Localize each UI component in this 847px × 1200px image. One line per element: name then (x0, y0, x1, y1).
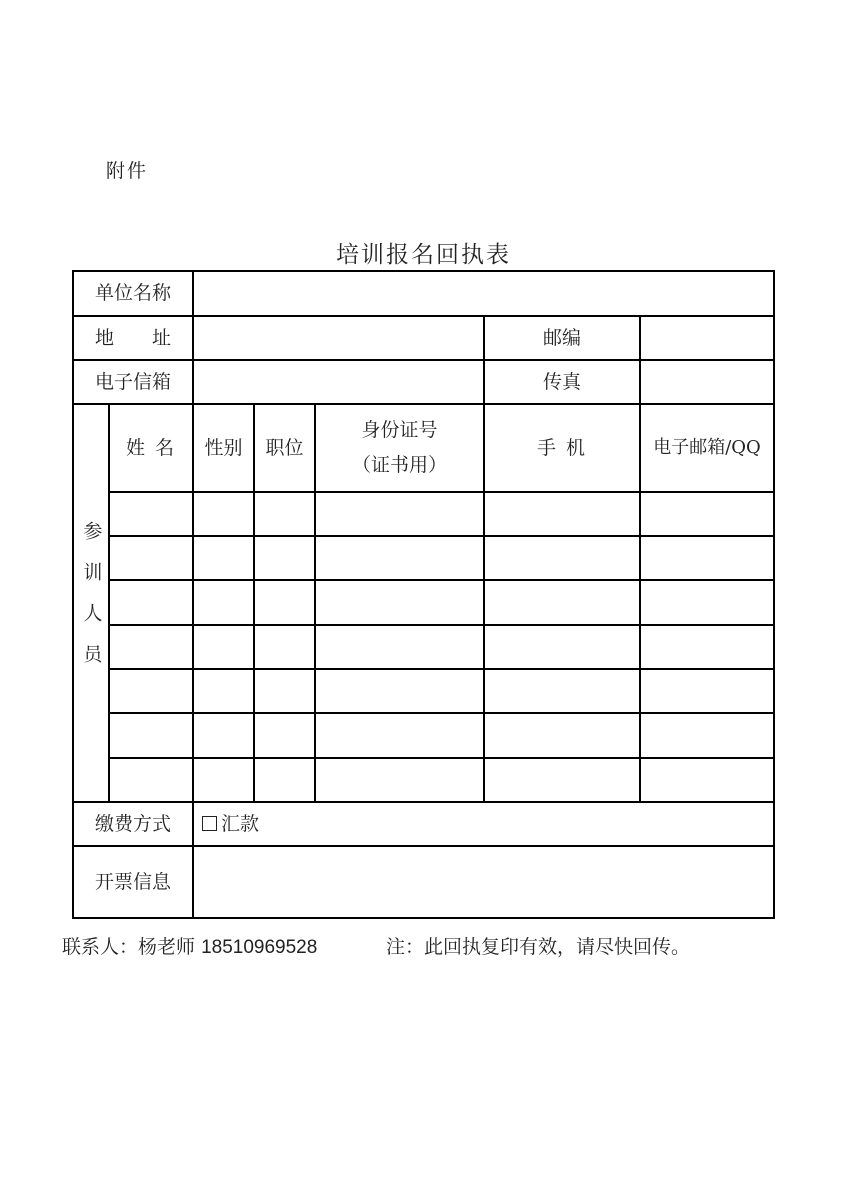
id-number-header-line1: 身份证号 (361, 419, 438, 442)
form-title: 培训报名回执表 (336, 242, 511, 268)
address-field[interactable] (194, 317, 483, 359)
invoice-label: 开票信息 (94, 870, 171, 893)
remittance-checkbox[interactable] (202, 816, 217, 831)
row-divider (108, 668, 775, 670)
contact-label: 联系人：杨老师 (62, 936, 196, 958)
remittance-option[interactable] (202, 813, 259, 836)
id-number-header-line2: （证书用） (351, 454, 447, 476)
email-label: 电子信箱 (94, 370, 171, 393)
email-field[interactable] (194, 361, 483, 403)
footer-note: 注：此回执复印有效，请尽快回传。 (386, 936, 691, 958)
unit-name-field[interactable] (194, 272, 773, 315)
payment-options (194, 803, 773, 845)
table-border-right (773, 270, 775, 919)
column-header-email-qq: 电子邮箱/QQ (653, 437, 761, 459)
postcode-label: 邮编 (542, 326, 581, 349)
row-divider (108, 491, 775, 493)
payment-label: 缴费方式 (94, 812, 171, 835)
participants-label: 参训人员 (80, 521, 103, 685)
column-header-gender: 性别 (204, 436, 243, 459)
table-border-bottom (72, 917, 775, 919)
column-header-position: 职位 (265, 436, 304, 459)
row-divider (108, 535, 775, 537)
row-divider (108, 624, 775, 626)
address-label: 地 址 (94, 326, 171, 349)
column-header-id-number (316, 405, 483, 491)
row-divider (108, 712, 775, 714)
postcode-field[interactable] (641, 317, 773, 359)
remittance-label: 汇款 (221, 812, 260, 835)
row-divider (108, 757, 775, 759)
fax-label: 传真 (542, 370, 581, 393)
column-header-name: 姓 名 (125, 436, 177, 459)
attachment-label: 附件 (106, 160, 149, 182)
contact-phone: 18510969528 (201, 937, 318, 958)
invoice-field[interactable] (194, 847, 773, 917)
unit-name-label: 单位名称 (94, 282, 171, 305)
column-header-phone: 手 机 (536, 436, 588, 459)
row-divider (108, 579, 775, 581)
registration-form-table (72, 270, 775, 919)
contact-info (62, 932, 317, 959)
fax-field[interactable] (641, 361, 773, 403)
